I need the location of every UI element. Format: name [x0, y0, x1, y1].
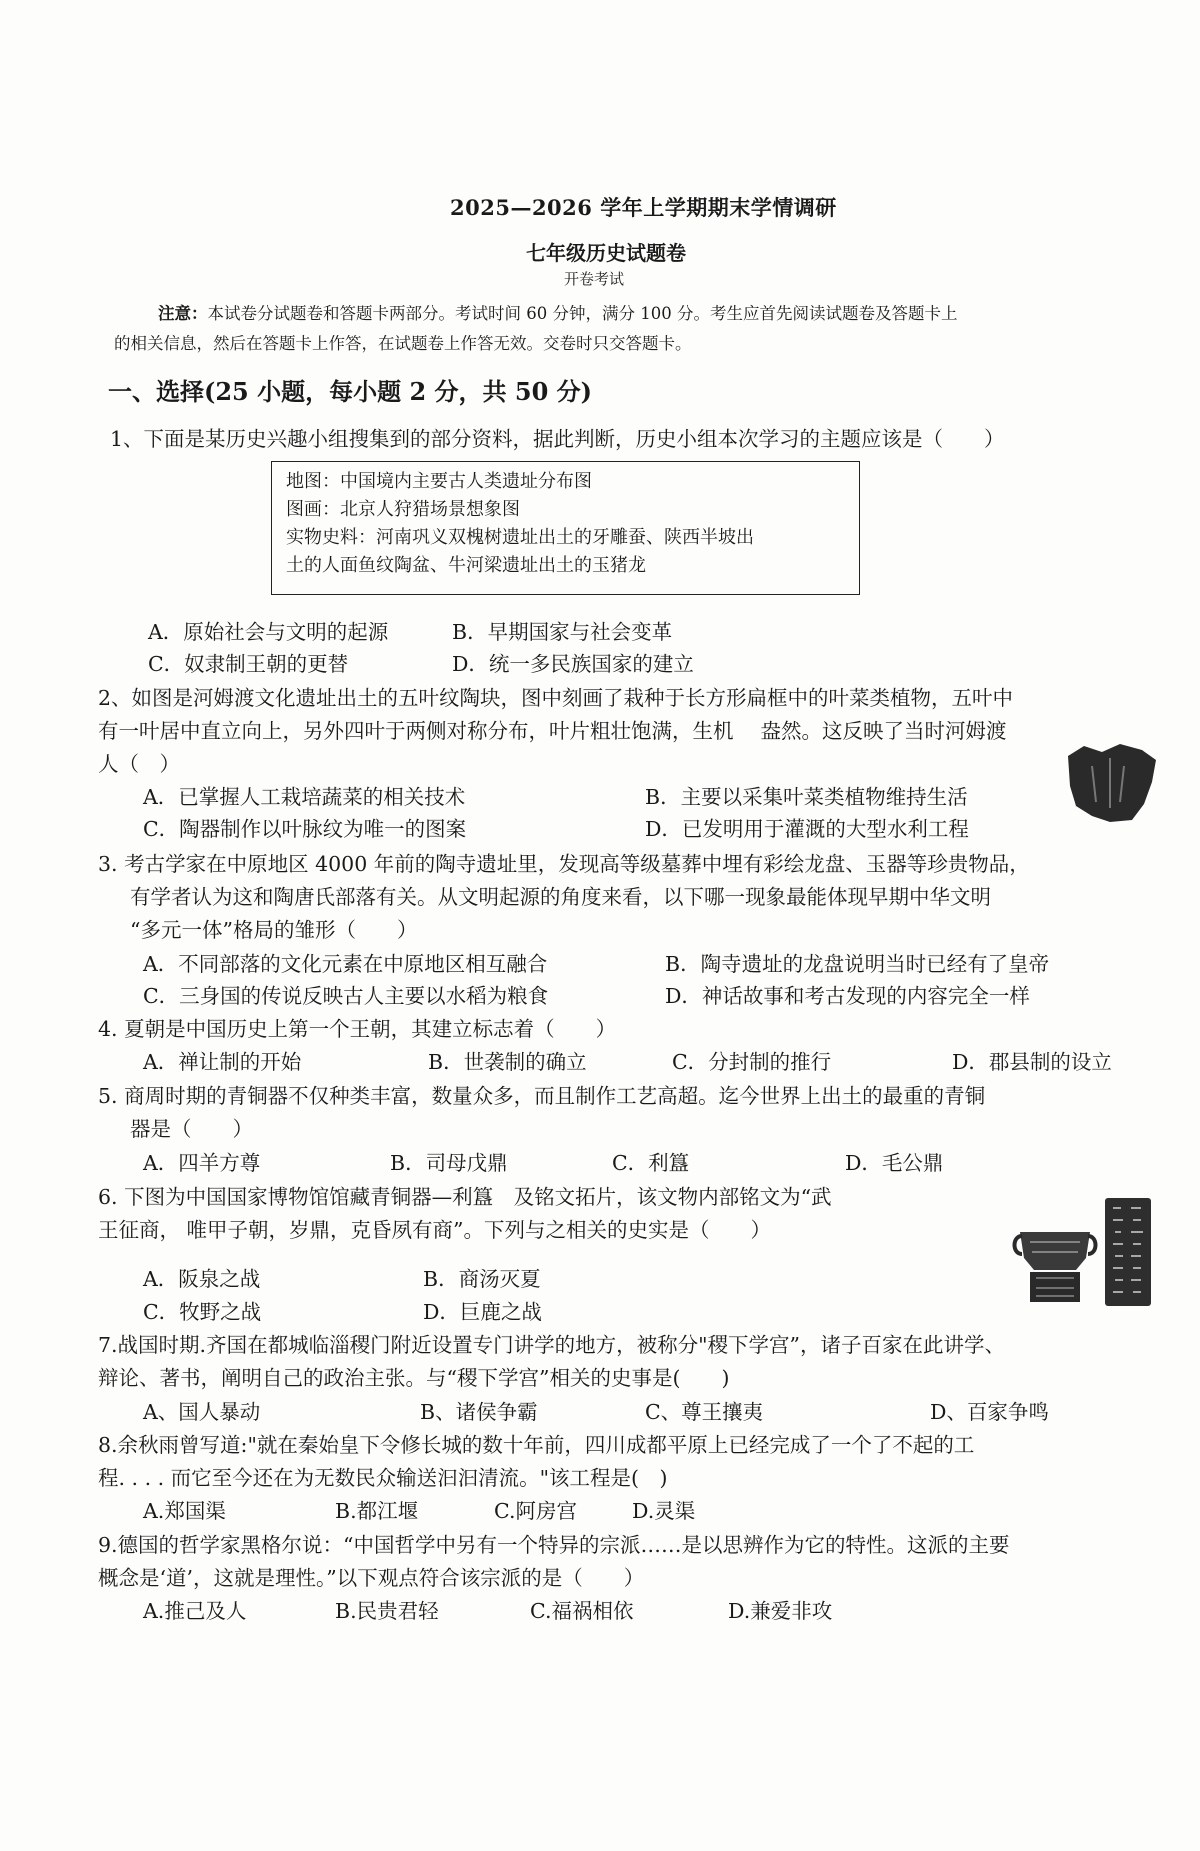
inscription-rubbing-image [1103, 1196, 1153, 1308]
q7-stem-line-2: 辩论、著书，阐明自己的政治主张。与“稷下学宫”相关的史事是( ) [98, 1366, 730, 1390]
pottery-shard-image [1062, 742, 1160, 824]
exam-title: 2025—2026 学年上学期期末学情调研 [450, 195, 837, 220]
q9-option-a: A.推己及人 [143, 1599, 247, 1623]
q6-stem-line-1: 6. 下图为中国国家博物馆馆藏青铜器—利簋 及铭文拓片，该文物内部铭文为“武 [98, 1185, 832, 1209]
q1-box-line: 土的人面鱼纹陶盆、牛河梁遗址出土的玉猪龙 [286, 555, 646, 576]
q1-source-box [271, 461, 860, 595]
q5-option-a: A．四羊方尊 [143, 1151, 261, 1175]
q2-option-b: B．主要以采集叶菜类植物维持生活 [645, 785, 968, 809]
q7-option-b: B、诸侯争霸 [420, 1400, 538, 1424]
q7-option-d: D、百家争鸣 [930, 1400, 1049, 1424]
q3-option-a: A．不同部落的文化元素在中原地区相互融合 [143, 952, 548, 976]
q6-option-c: C．牧野之战 [143, 1300, 262, 1324]
q1-box-line: 地图：中国境内主要古人类遗址分布图 [286, 471, 592, 492]
q1-box-line: 图画：北京人狩猎场景想象图 [286, 499, 520, 520]
q8-stem-line-2: 程. . . . 而它至今还在为无数民众输送汩汩清流。"该工程是( ) [98, 1466, 668, 1490]
q6-stem-line-2: 王征商， 唯甲子朝，岁鼎，克昏夙有商”。下列与之相关的史实是（ ） [98, 1218, 771, 1242]
q4-option-b: B．世袭制的确立 [428, 1050, 587, 1074]
q7-stem-line-1: 7.战国时期.齐国在都城临淄稷门附近设置专门讲学的地方，被称分"稷下学宫”，诸子百家在此讲学、 [98, 1333, 1005, 1357]
q6-option-b: B．商汤灭夏 [423, 1267, 541, 1291]
q3-stem-line-1: 3. 考古学家在中原地区 4000 年前的陶寺遗址里，发现高等级墓葬中埋有彩绘龙盘、玉器等珍贵物品， [98, 852, 1030, 876]
q9-stem-line-1: 9.德国的哲学家黑格尔说：“中国哲学中另有一个特异的宗派……是以思辨作为它的特性。这派的主要 [98, 1533, 1010, 1557]
q5-option-d: D．毛公鼎 [845, 1151, 944, 1175]
q9-stem-line-2: 概念是‘道’，这就是理性。”以下观点符合该宗派的是（ ） [98, 1566, 645, 1590]
q2-stem-line-2: 有一叶居中直立向上，另外四叶于两侧对称分布，叶片粗壮饱满，生机 盎然。这反映了当时河姆渡 [98, 719, 1007, 743]
exam-type: 开卷考试 [564, 270, 625, 288]
q2-option-c: C．陶器制作以叶脉纹为唯一的图案 [143, 817, 467, 841]
q7-option-a: A、国人暴动 [143, 1400, 261, 1424]
section-title: 一、选择(25 小题，每小题 2 分，共 50 分) [108, 377, 592, 406]
q4-option-d: D．郡县制的设立 [952, 1050, 1112, 1074]
q2-option-d: D．已发明用于灌溉的大型水利工程 [645, 817, 969, 841]
q3-stem-line-3: “多元一体”格局的雏形（ ） [130, 918, 418, 942]
q3-option-c: C．三身国的传说反映古人主要以水稻为粮食 [143, 984, 549, 1008]
q2-option-a: A．已掌握人工栽培蔬菜的相关技术 [143, 785, 466, 809]
q1-option-d: D．统一多民族国家的建立 [452, 652, 694, 676]
q1-option-a: A．原始社会与文明的起源 [148, 620, 389, 644]
q3-option-d: D．神话故事和考古发现的内容完全一样 [665, 984, 1030, 1008]
q8-option-d: D.灵渠 [632, 1499, 696, 1523]
q1-option-b: B．早期国家与社会变革 [452, 620, 673, 644]
notice-label: 注意： [158, 304, 208, 323]
bronze-gui-vessel-image [1010, 1218, 1100, 1308]
notice-line-1 [158, 300, 957, 324]
notice-line-2: 的相关信息，然后在答题卡上作答，在试题卷上作答无效。交卷时只交答题卡。 [114, 334, 692, 353]
q9-option-c: C.福祸相依 [530, 1599, 634, 1623]
q8-option-b: B.都江堰 [335, 1499, 419, 1523]
q1-stem: 1、下面是某历史兴趣小组搜集到的部分资料，据此判断，历史小组本次学习的主题应该是（ ） [110, 427, 1005, 451]
q1-box-line: 实物史料：河南巩义双槐树遗址出土的牙雕蚕、陕西半坡出 [286, 527, 754, 548]
q5-option-c: C．利簋 [612, 1151, 690, 1175]
q3-stem-line-2: 有学者认为这和陶唐氏部落有关。从文明起源的角度来看，以下哪一现象最能体现早期中华文明 [130, 885, 991, 909]
q6-option-a: A．阪泉之战 [143, 1267, 261, 1291]
notice-text-1: 本试卷分试题卷和答题卡两部分。考试时间 60 分钟，满分 100 分。考生应首先阅读试题卷及答题卡上 [207, 304, 958, 323]
q8-stem-line-1: 8.余秋雨曾写道:"就在秦始皇下令修长城的数十年前，四川成都平原上已经完成了一个了不起的工 [98, 1433, 975, 1457]
q8-option-a: A.郑国渠 [143, 1499, 226, 1523]
q4-option-a: A．禅让制的开始 [143, 1050, 302, 1074]
exam-subtitle: 七年级历史试题卷 [526, 241, 686, 265]
q2-stem-line-3: 人（ ） [98, 752, 180, 776]
q4-stem: 4. 夏朝是中国历史上第一个王朝，其建立标志着（ ） [98, 1017, 617, 1041]
q5-stem-line-1: 5. 商周时期的青铜器不仅种类丰富，数量众多，而且制作工艺高超。迄今世界上出土的最重的青铜 [98, 1084, 986, 1108]
q2-stem-line-1: 2、如图是河姆渡文化遗址出土的五叶纹陶块，图中刻画了栽种于长方形扁框中的叶菜类植物，五叶中 [98, 686, 1014, 710]
q7-option-c: C、尊王攘夷 [645, 1400, 764, 1424]
q5-option-b: B．司母戊鼎 [390, 1151, 508, 1175]
q3-option-b: B．陶寺遗址的龙盘说明当时已经有了皇帝 [665, 952, 1050, 976]
q4-option-c: C．分封制的推行 [672, 1050, 832, 1074]
q9-option-b: B.民贵君轻 [335, 1599, 439, 1623]
q5-stem-line-2: 器是（ ） [130, 1117, 253, 1141]
q1-option-c: C．奴隶制王朝的更替 [148, 652, 349, 676]
q9-option-d: D.兼爱非攻 [728, 1599, 833, 1623]
q6-option-d: D．巨鹿之战 [423, 1300, 542, 1324]
q8-option-c: C.阿房宫 [494, 1499, 577, 1523]
